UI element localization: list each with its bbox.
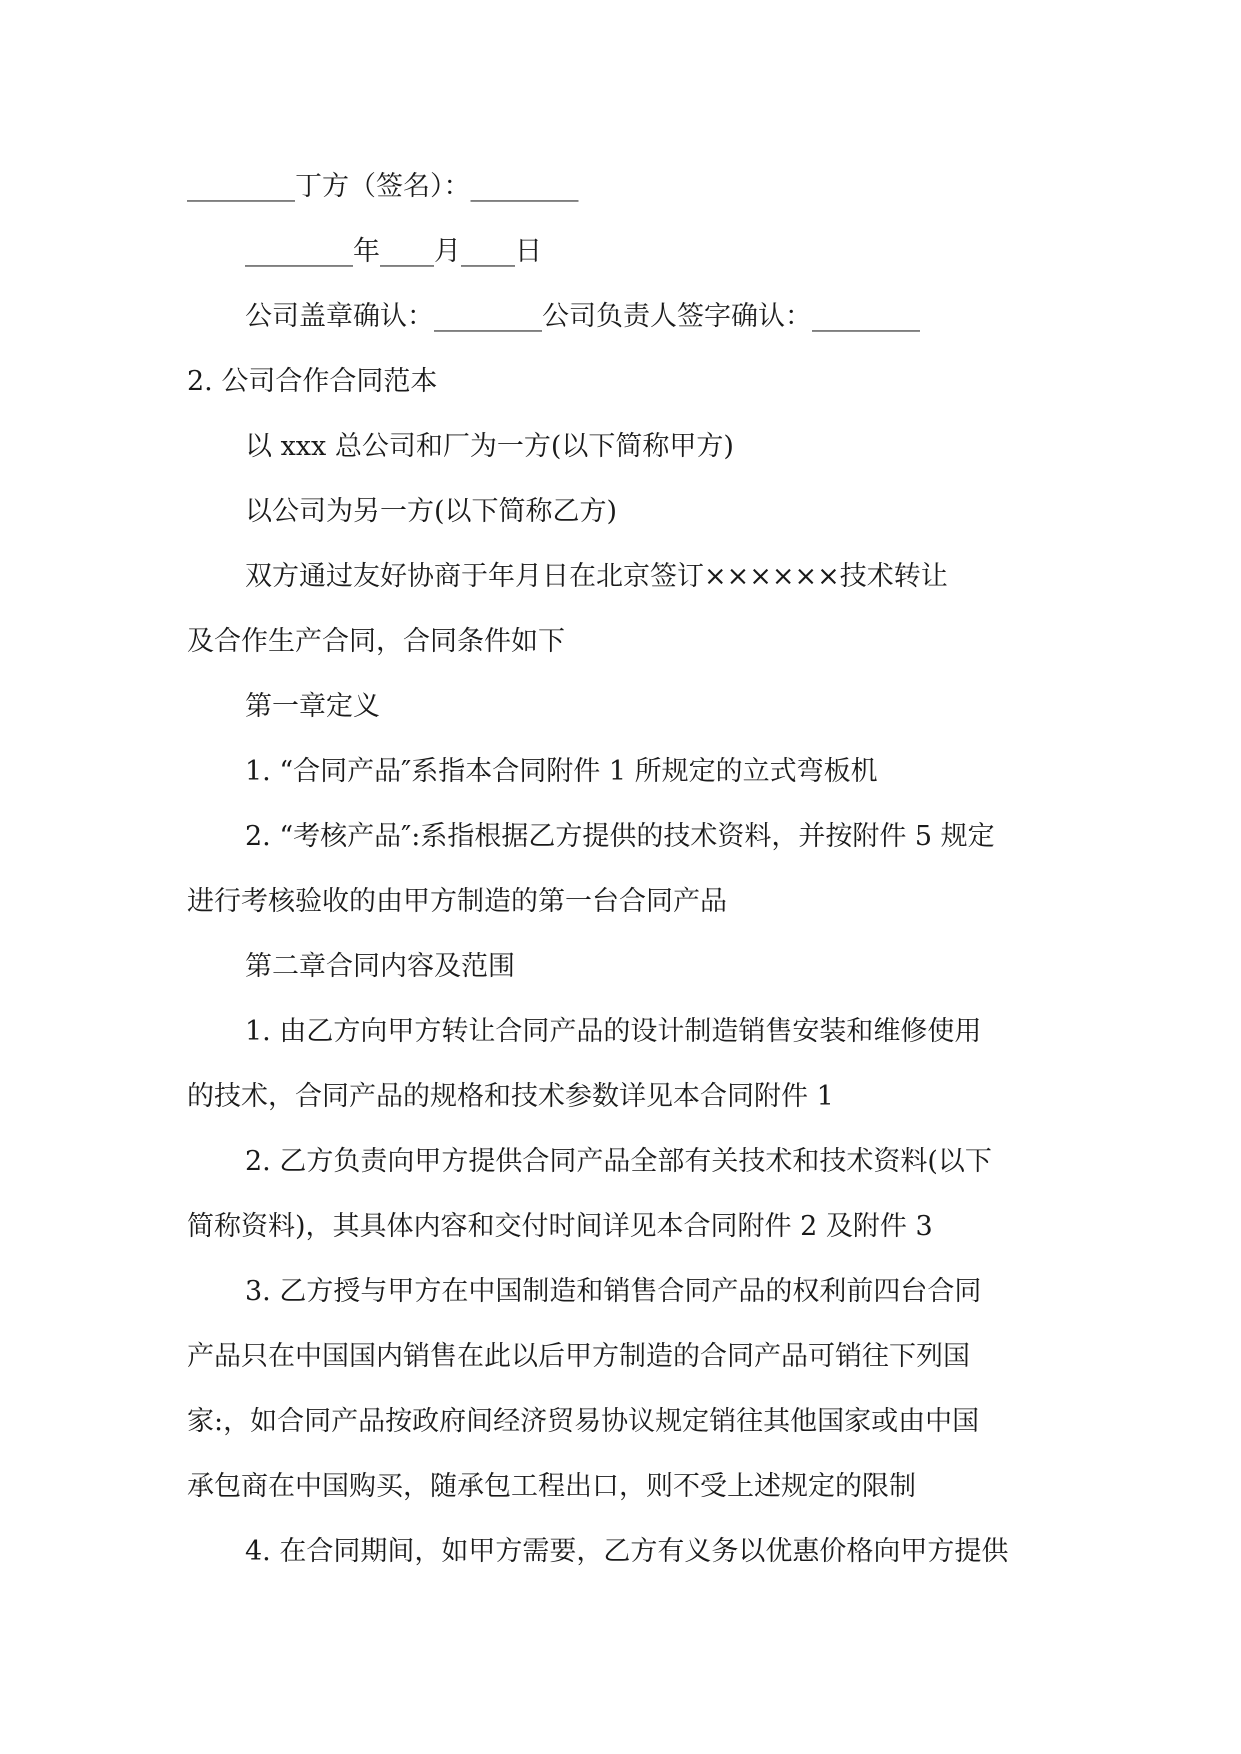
company-seal-confirmation: 公司盖章确认：________公司负责人签字确认：________ [245,301,920,332]
paragraph-line: 4. 在合同期间，如甲方需要，乙方有义务以优惠价格向甲方提供 [245,1536,1009,1567]
paragraph-line: 以公司为另一方(以下简称乙方) [245,496,618,527]
paragraph-line: 承包商在中国购买，随承包工程出口，则不受上述规定的限制 [187,1471,916,1502]
paragraph-line: 2. “考核产品″:系指根据乙方提供的技术资料，并按附件 5 规定 [245,821,995,852]
paragraph-line: 1. 由乙方向甲方转让合同产品的设计制造销售安装和维修使用 [245,1016,982,1047]
paragraph-line: 家:，如合同产品按政府间经济贸易协议规定销往其他国家或由中国 [187,1406,980,1437]
chapter-heading: 第一章定义 [245,691,380,722]
paragraph-line: 产品只在中国国内销售在此以后甲方制造的合同产品可销往下列国 [187,1341,970,1372]
paragraph-line: 3. 乙方授与甲方在中国制造和销售合同产品的权利前四台合同 [245,1276,982,1307]
paragraph-line: 及合作生产合同，合同条件如下 [187,626,565,657]
paragraph-line: 2. 乙方负责向甲方提供合同产品全部有关技术和技术资料(以下 [245,1146,992,1177]
paragraph-line: 以 xxx 总公司和厂为一方(以下简称甲方) [245,431,734,462]
chapter-heading: 第二章合同内容及范围 [245,951,515,982]
paragraph-line: 1. “合同产品″系指本合同附件 1 所规定的立式弯板机 [245,756,878,787]
section-heading: 2. 公司合作合同范本 [187,366,438,397]
paragraph-line: 进行考核验收的由甲方制造的第一台合同产品 [187,886,727,917]
paragraph-line: 简称资料)，其具体内容和交付时间详见本合同附件 2 及附件 3 [187,1211,933,1242]
signature-line-party-d: ________丁方（签名）：________ [187,171,579,202]
paragraph-line: 的技术，合同产品的规格和技术参数详见本合同附件 1 [187,1081,834,1112]
document-body [187,154,1055,1584]
date-line: ________年____月____日 [245,236,542,267]
paragraph-line: 双方通过友好协商于年月日在北京签订××××××技术转让 [245,561,948,592]
